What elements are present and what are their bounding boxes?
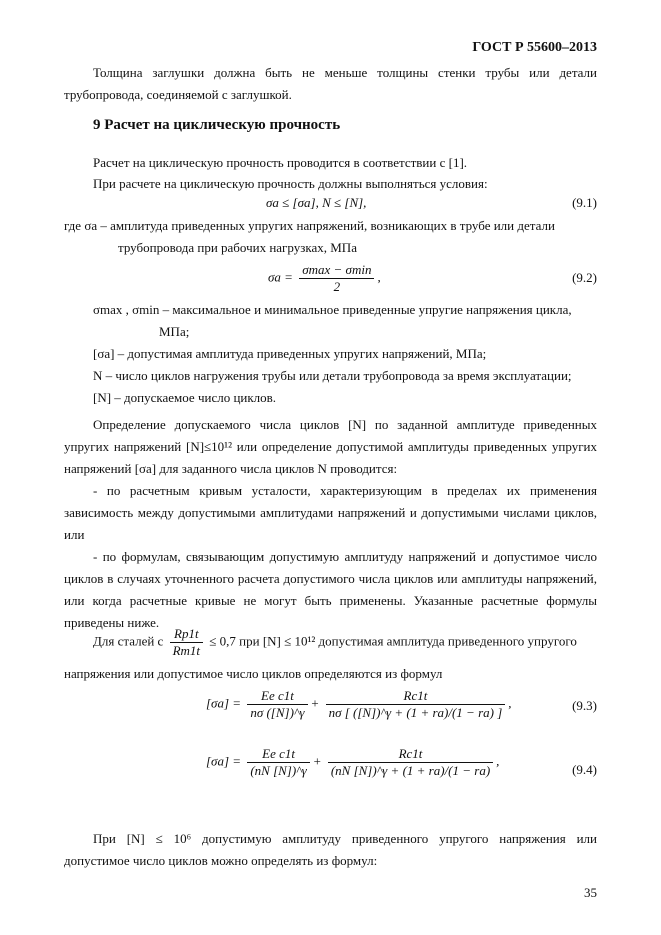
definition-allowable-amplitude: [σa] – допустимая амплитуда приведенных упругих напряжений, МПа; [93, 346, 487, 361]
steel-ratio-fraction [170, 626, 203, 659]
eq93-term1-denominator: nσ ([N])^γ [250, 705, 305, 720]
definition-allowable-N: [N] – допускаемое число циклов. [93, 390, 277, 405]
steel-ratio-numerator: Rp1t [170, 626, 203, 643]
definition-N: N – число циклов нагружения трубы или детали трубопровода за время эксплуатации; [93, 368, 572, 383]
eq92-denominator: 2 [333, 279, 341, 294]
eq93-term2-numerator: Rc1t [326, 688, 506, 705]
eq92-numerator: σmax − σmin [299, 262, 374, 279]
section-title: 9 Расчет на циклическую прочность [93, 117, 341, 133]
eq93-term2 [326, 688, 506, 721]
paragraph-formulas: - по формулам, связывающим допустимую амплитуду напряжений и допустимое число циклов в случаях уточненного расчета допустимого числа циклов или амплитуды напряжений, или когда расчетные кривые не могут быть применены. Указанные расчетные формулы приведены ниже. [64, 549, 597, 630]
paragraph-fatigue-curves: - по расчетным кривым усталости, характеризующим в пределах их применения зависимость между допустимыми амплитудами напряжений и допустимыми числами циклов, или [64, 483, 597, 542]
equation-9-3: [σa] = $\frac{\text{Ee c1t}}{n\sigma ([N])\^{}\gamma}$ + $\frac{Rc1t}{n\sigma [ ([N])\^{}\gamma + (1 + ra)/(1 - ra) ]}$ , [206, 688, 512, 720]
equation-number-9-1: (9.1) [572, 195, 597, 210]
equation-9-2: σa = $\frac{\sigma\max - \sigma\min}{2}$ , [268, 262, 381, 294]
eq94-lhs: [σa] = [206, 753, 242, 769]
paragraph-plug-thickness: Толщина заглушки должна быть не меньше толщины стенки трубы или детали трубопровода, соединяемой с заглушкой. [64, 65, 597, 102]
eq92-lhs: σa = [268, 269, 293, 285]
eq94-term1-denominator: (nN [N])^γ [250, 763, 307, 778]
equation-number-9-2: (9.2) [572, 270, 597, 285]
equation-9-4: [σa] = $\frac{\text{Ee c1t}}{(nN [N])\^{}\gamma}$ + $\frac{Rc1t}{(nN [N])\^{}\gamma + (1 + ra)/(1 - ra)}$ , [206, 746, 500, 778]
paragraph-last: При [N] ≤ 10⁶ допустимую амплитуду приведенного упругого напряжения или допустимое число циклов можно определять из формул: [64, 831, 597, 868]
eq94-term1 [247, 746, 309, 779]
steel-text-c: напряжения или допустимое число циклов определяются из формул [64, 666, 443, 681]
eq93-term1 [247, 688, 307, 721]
eq93-term2-denominator: nσ [ ([N])^γ + (1 + ra)/(1 − ra) ] [328, 705, 503, 720]
paragraph-determination: Определение допускаемого числа циклов [N] по заданной амплитуде приведенных упругих напряжений [N]≤10¹² или определение допустимой амплитуды приведенных упругих напряжений [σa] для заданного числа циклов N проводится: [64, 417, 597, 476]
definition-sigma-max-min: σmax , σmin – максимальное и минимальное приведенные упругие напряжения цикла, [93, 302, 572, 317]
paragraph-intro-1: Расчет на циклическую прочность проводится в соответствии с [1]. [93, 155, 468, 170]
definition-sigma-unit: МПа; [159, 324, 190, 339]
where-definition-sigma-a-cont: трубопровода при рабочих нагрузках, МПа [118, 240, 357, 255]
equation-number-9-4: (9.4) [572, 762, 597, 777]
paragraph-steel-condition [93, 626, 577, 659]
eq93-term1-numerator: Ee c1t [247, 688, 307, 705]
paragraph-intro-2: При расчете на циклическую прочность должны выполняться условия: [93, 176, 488, 191]
eq94-term1-numerator: Ee c1t [247, 746, 309, 763]
steel-text-a: Для сталей с [93, 633, 164, 649]
steel-text-b: ≤ 0,7 при [N] ≤ 10¹² допустимая амплитуда приведенного упругого [209, 633, 577, 649]
eq93-lhs: [σa] = [206, 695, 242, 711]
document-header: ГОСТ Р 55600–2013 [472, 40, 597, 55]
where-definition-sigma-a: где σa – амплитуда приведенных упругих напряжений, возникающих в трубе или детали [64, 218, 555, 233]
eq94-term2-denominator: (nN [N])^γ + (1 + ra)/(1 − ra) [330, 763, 491, 778]
equation-number-9-3: (9.3) [572, 698, 597, 713]
eq92-fraction [299, 262, 374, 295]
steel-ratio-denominator: Rm1t [172, 643, 201, 658]
page-number: 35 [584, 885, 597, 900]
eq94-term2-numerator: Rc1t [328, 746, 493, 763]
eq94-term2 [328, 746, 493, 779]
equation-9-1: σa ≤ [σa], N ≤ [N], [266, 195, 367, 210]
